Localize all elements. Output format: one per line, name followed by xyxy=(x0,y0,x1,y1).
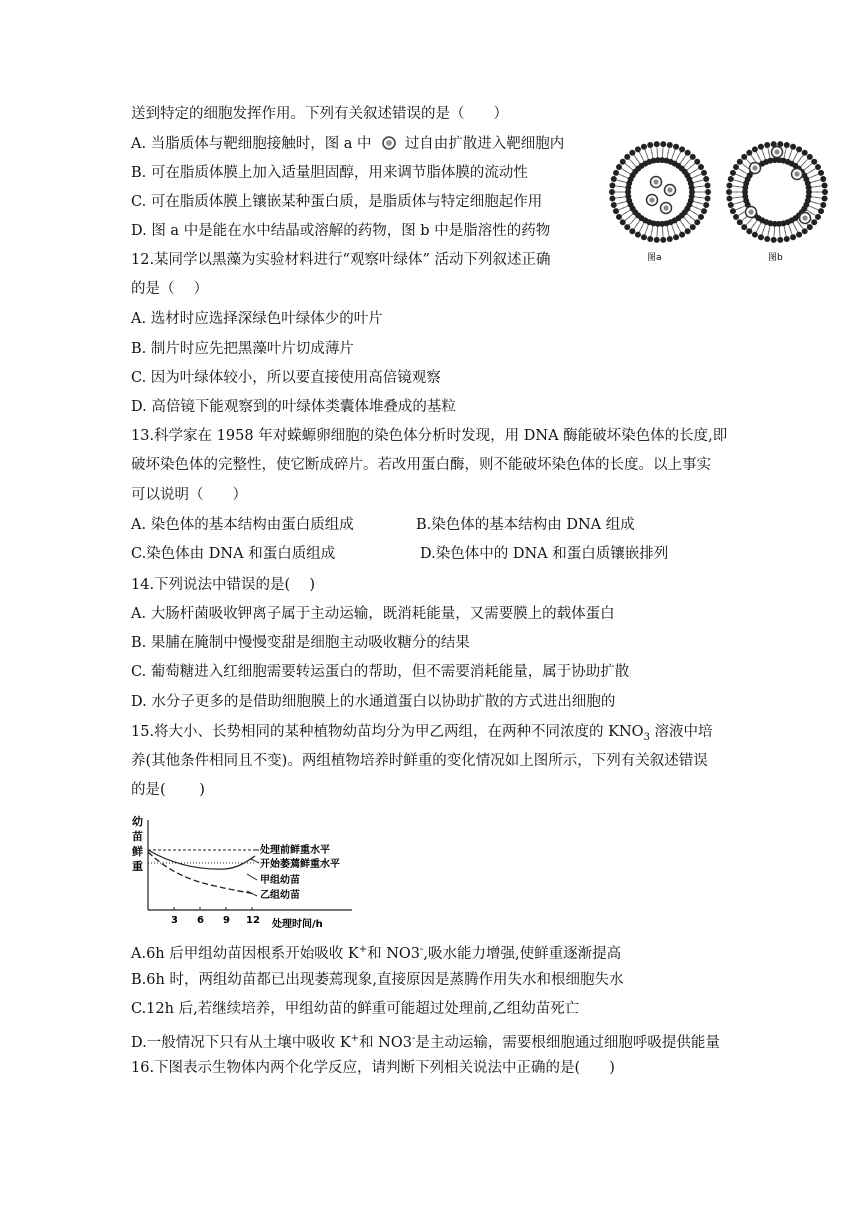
lipid-head xyxy=(822,196,828,202)
lipid-tail xyxy=(619,197,625,198)
q12-stem-1: 12.某同学以黑藻为实验材料进行“观察叶绿体” 活动下列叙述正确 xyxy=(131,252,551,268)
x-axis-label: 处理时间/h xyxy=(272,919,323,930)
lipid-head xyxy=(815,214,821,220)
q15-stem-1-post: 溶液中培 xyxy=(649,724,713,740)
lipid-head xyxy=(620,159,626,165)
q15-stem-1-pre: 15.将大小、长势相同的某种植物幼苗均分为甲乙两组，在两种不同浓度的 KNO xyxy=(131,724,644,740)
q15-option-c: C.12h 后,若继续培养，甲组幼苗的鲜重可能超过处理前,乙组幼苗死亡 xyxy=(131,1001,580,1017)
lipid-tail xyxy=(789,153,791,159)
liposome-a xyxy=(609,141,711,243)
lipid-head xyxy=(685,150,691,156)
lipid-tail xyxy=(739,176,745,178)
q14-option-c: C. 葡萄糖进入红细胞需要转运蛋白的帮助，但不需要消耗能量，属于协助扩散 xyxy=(131,664,630,680)
y-label-char: 鲜 xyxy=(132,845,143,858)
lipid-head xyxy=(698,164,704,170)
liposome-figure xyxy=(605,140,845,265)
lipid-tail xyxy=(667,226,668,232)
lipid-tail xyxy=(646,153,648,159)
lipid-head xyxy=(624,154,630,160)
lipid-tail xyxy=(680,221,683,226)
lipid-tail xyxy=(763,225,765,231)
lipid-tail xyxy=(784,226,785,232)
lipid-tail xyxy=(692,176,698,178)
lipid-tail xyxy=(667,152,668,158)
figure-label-a: 图a xyxy=(647,253,662,263)
lipid-tail xyxy=(797,159,800,164)
lipid-head xyxy=(611,202,617,208)
legend-wilt-level: 开始萎蔫鲜重水平 xyxy=(260,859,340,870)
lipid-tail xyxy=(738,201,744,203)
lipid-head xyxy=(620,219,626,225)
liposome-b xyxy=(726,141,828,243)
lipid-head xyxy=(758,144,764,150)
q13-stem-2: 破坏染色体的完整性，使它断成碎片。若改用蛋白酶，则不能破坏染色体的长度。以上事实 xyxy=(131,457,711,473)
lipid-tail xyxy=(769,152,770,158)
lipid-head xyxy=(737,159,743,165)
q11-option-a-post: 过自由扩散进入靶细胞内 xyxy=(404,136,565,152)
lipid-tail xyxy=(680,159,683,164)
lipid-tail xyxy=(625,210,630,213)
y-label-char: 重 xyxy=(132,860,143,873)
lipid-head xyxy=(694,219,700,225)
q15-option-d-3: 是主动运输，需要根细胞通过细胞呼吸提供能量 xyxy=(415,1034,720,1051)
lipid-head xyxy=(807,154,813,160)
lipid-tail xyxy=(812,186,818,187)
lipid-tail xyxy=(632,218,636,222)
lipid-tail xyxy=(793,223,796,228)
lipid-head xyxy=(685,228,691,234)
lipid-tail xyxy=(809,206,815,208)
lipid-tail xyxy=(628,214,633,218)
lipid-head xyxy=(616,164,622,170)
q15-option-d-sup2: - xyxy=(411,1033,416,1044)
lipid-tail xyxy=(692,206,698,208)
lipid-head xyxy=(641,234,647,240)
lipid-head xyxy=(811,219,817,225)
lipid-head xyxy=(796,232,802,238)
lipid-tail xyxy=(812,197,818,198)
legend-leader xyxy=(247,874,257,880)
q15-stem-1-sub: 3 xyxy=(643,731,650,743)
lipid-head xyxy=(647,236,653,242)
lipid-head xyxy=(635,232,641,238)
lipid-head xyxy=(613,208,619,214)
lipid-head xyxy=(647,142,653,148)
q11-option-b: B. 可在脂质体膜上加入适量胆固醇，用来调节脂体膜的流动性 xyxy=(131,165,528,181)
lipid-head xyxy=(730,170,736,176)
q15-option-d-sup1: + xyxy=(350,1033,360,1044)
drug-particle-icon xyxy=(380,136,398,150)
lipid-head xyxy=(752,232,758,238)
lipid-tail xyxy=(625,171,630,174)
lipid-tail xyxy=(622,176,628,178)
lipid-tail xyxy=(684,218,688,222)
lipid-head xyxy=(752,146,758,152)
legend-leader xyxy=(251,859,259,863)
drug-particle-core xyxy=(653,179,658,184)
lipid-tail xyxy=(652,226,653,232)
lipid-tail xyxy=(672,225,674,231)
q15-option-a-2: 和 NO3 xyxy=(367,945,421,962)
lipid-head xyxy=(609,182,615,188)
q15-option-a-3: ,吸水能力增强,使鲜重逐渐提高 xyxy=(423,945,622,962)
lipid-tail xyxy=(652,152,653,158)
lipid-head xyxy=(689,185,695,191)
lipid-head xyxy=(726,196,732,202)
lipid-head xyxy=(654,237,660,243)
lipid-head xyxy=(611,176,617,182)
lipid-tail xyxy=(628,166,633,170)
q11-option-a-pre: A. 当脂质体与靶细胞接触时，图 a 中 xyxy=(131,136,372,152)
q15-option-a-sup2: - xyxy=(420,944,424,955)
lipid-head xyxy=(660,141,666,147)
lipid-head xyxy=(616,214,622,220)
lipid-head xyxy=(796,146,802,152)
drug-particle-core xyxy=(774,149,779,154)
q15-option-b: B.6h 时，两组幼苗都已出现萎蔫现象,直接原因是蒸腾作用失水和根细胞失水 xyxy=(131,972,624,988)
lipid-head xyxy=(730,208,736,214)
lipid-head xyxy=(807,224,813,230)
q15-stem-1 xyxy=(131,722,713,748)
lipid-head xyxy=(667,142,673,148)
q12-option-b: B. 制片时应先把黑藻叶片切成薄片 xyxy=(131,341,354,357)
q13-stem-1: 13.科学家在 1958 年对蝾螈卵细胞的染色体分析时发现，用 DNA 酶能破坏染色体的长度,即 xyxy=(131,428,728,444)
lipid-tail xyxy=(804,166,809,170)
lipid-head xyxy=(705,182,711,188)
lipid-head xyxy=(811,159,817,165)
lipid-tail xyxy=(641,156,644,161)
q14-option-d: D. 水分子更多的是借助细胞膜上的水通道蛋白以协助扩散的方式进出细胞的 xyxy=(131,694,616,710)
legend-yi: 乙组幼苗 xyxy=(260,890,300,901)
lipid-head xyxy=(737,219,743,225)
q14-stem: 14.下列说法中错误的是( ) xyxy=(131,577,315,593)
lipid-head xyxy=(802,228,808,234)
q12-option-c: C. 因为叶绿体较小，所以要直接使用高倍镜观察 xyxy=(131,370,441,386)
lipid-head xyxy=(701,208,707,214)
lipid-head xyxy=(741,224,747,230)
q13-option-a: A. 染色体的基本结构由蛋白质组成 xyxy=(131,517,354,533)
x-tick-label: 9 xyxy=(223,915,230,926)
lipid-head xyxy=(822,189,828,195)
lipid-tail xyxy=(784,152,785,158)
q15-option-d xyxy=(131,1029,720,1053)
lipid-head xyxy=(806,185,812,191)
q14-option-b: B. 果脯在腌制中慢慢变甜是细胞主动吸收糖分的结果 xyxy=(131,635,470,651)
q11-option-d: D. 图 a 中是能在水中结晶或溶解的药物，图 b 中是脂溶性的药物 xyxy=(131,223,551,239)
lipid-head xyxy=(790,144,796,150)
lipid-tail xyxy=(672,153,674,159)
lipid-tail xyxy=(622,206,628,208)
lipid-head xyxy=(784,142,790,148)
drug-particle-core xyxy=(649,197,654,202)
lipid-tail xyxy=(621,201,627,203)
lipid-head xyxy=(690,224,696,230)
q15-stem-3: 的是( ) xyxy=(131,782,205,798)
x-tick-label: 12 xyxy=(246,915,260,926)
q12-stem-2: 的是（ ） xyxy=(131,281,209,297)
lipid-tail xyxy=(801,162,805,166)
q11-stem-end: 送到特定的细胞发挥作用。下列有关叙述错误的是（ ） xyxy=(131,106,508,122)
lipid-head xyxy=(728,202,734,208)
lipid-head xyxy=(641,144,647,150)
lipid-tail xyxy=(690,171,695,174)
fresh-weight-graph xyxy=(127,812,372,930)
lipid-tail xyxy=(811,201,817,203)
lipid-tail xyxy=(809,176,815,178)
lipid-tail xyxy=(738,181,744,183)
lipid-head xyxy=(629,228,635,234)
lipid-tail xyxy=(636,159,639,164)
lipid-head xyxy=(802,150,808,156)
lipid-tail xyxy=(621,181,627,183)
q15-option-a-sup1: + xyxy=(358,944,368,955)
figure-label-b: 图b xyxy=(768,253,783,263)
lipid-tail xyxy=(695,197,701,198)
lipid-tail xyxy=(807,171,812,174)
q16-stem: 16.下图表示生物体内两个化学反应，请判断下列相关说法中正确的是( ) xyxy=(131,1060,615,1076)
lipid-head xyxy=(660,237,666,243)
lipid-head xyxy=(818,170,824,176)
jia-curve xyxy=(148,850,255,869)
lipid-tail xyxy=(632,162,636,166)
lipid-head xyxy=(726,189,732,195)
drug-particle-core xyxy=(663,205,668,210)
lipid-head xyxy=(764,236,770,242)
lipid-head xyxy=(705,189,711,195)
lipid-tail xyxy=(811,181,817,183)
lipid-head xyxy=(703,176,709,182)
lipid-head xyxy=(667,236,673,242)
lipid-head xyxy=(741,154,747,160)
x-tick-label: 3 xyxy=(171,915,178,926)
lipid-tail xyxy=(789,225,791,231)
lipid-tail xyxy=(676,223,679,228)
lipid-head xyxy=(820,176,826,182)
q13-option-c: C.染色体由 DNA 和蛋白质组成 xyxy=(131,546,336,562)
lipid-tail xyxy=(687,166,692,170)
lipid-head xyxy=(746,150,752,156)
lipid-head xyxy=(609,189,615,195)
lipid-tail xyxy=(736,197,742,198)
lipid-head xyxy=(746,228,752,234)
q15-option-a-1: A.6h 后甲组幼苗因根系开始吸收 K xyxy=(131,945,359,962)
drug-particle-core xyxy=(752,165,757,170)
lipid-tail xyxy=(758,223,761,228)
lipid-head xyxy=(790,234,796,240)
lipid-tail xyxy=(736,186,742,187)
lipid-tail xyxy=(619,186,625,187)
legend-before-level: 处理前鲜重水平 xyxy=(260,845,330,856)
q15-option-d-2: 和 NO3 xyxy=(359,1034,412,1051)
lipid-head xyxy=(629,150,635,156)
lipid-tail xyxy=(646,225,648,231)
y-label-char: 苗 xyxy=(132,830,143,843)
q13-option-b: B.染色体的基本结构由 DNA 组成 xyxy=(416,517,635,533)
q11-option-a xyxy=(131,134,564,154)
drug-particle-core xyxy=(748,209,753,214)
lipid-head xyxy=(764,142,770,148)
drug-particle-core xyxy=(667,187,672,192)
lipid-tail xyxy=(742,171,747,174)
q15-stem-2: 养(其他条件相同且不变)。两组植物培养时鲜重的变化情况如上图所示，下列有关叙述错误 xyxy=(131,753,708,769)
lipid-tail xyxy=(695,186,701,187)
lipid-head xyxy=(609,196,615,202)
lipid-head xyxy=(690,154,696,160)
q11-option-c: C. 可在脂质体膜上镶嵌某种蛋白质，是脂质体与特定细胞起作用 xyxy=(131,194,543,210)
lipid-tail xyxy=(636,221,639,226)
lipid-head xyxy=(654,141,660,147)
lipid-head xyxy=(777,237,783,243)
lipid-tail xyxy=(676,156,679,161)
drug-particle-core xyxy=(794,171,799,176)
lipid-head xyxy=(613,170,619,176)
lipid-tail xyxy=(694,201,700,203)
lipid-head xyxy=(679,146,685,152)
legend-jia: 甲组幼苗 xyxy=(260,875,300,886)
lipid-head xyxy=(784,236,790,242)
lipid-tail xyxy=(739,206,745,208)
drug-particle-core xyxy=(802,215,807,220)
lipid-head xyxy=(673,234,679,240)
q13-stem-3: 可以说明（ ） xyxy=(131,487,247,503)
lipid-head xyxy=(701,170,707,176)
lipid-tail xyxy=(690,210,695,213)
lipid-head xyxy=(705,196,711,202)
q12-option-d: D. 高倍镜下能观察到的叶绿体类囊体堆叠成的基粒 xyxy=(131,399,456,415)
lipid-tail xyxy=(763,153,765,159)
lipid-head xyxy=(703,202,709,208)
lipid-tail xyxy=(641,223,644,228)
lipid-tail xyxy=(684,162,688,166)
lipid-head xyxy=(733,164,739,170)
q14-option-a: A. 大肠杆菌吸收钾离子属于主动运输，既消耗能量，又需要膜上的载体蛋白 xyxy=(131,606,615,622)
q12-option-a: A. 选材时应选择深绿色叶绿体少的叶片 xyxy=(131,311,383,327)
lipid-tail xyxy=(793,156,796,161)
y-label-char: 幼 xyxy=(132,815,143,828)
q15-option-a xyxy=(131,940,621,964)
lipid-head xyxy=(728,176,734,182)
lipid-tail xyxy=(753,221,756,226)
lipid-tail xyxy=(694,181,700,183)
lipid-head xyxy=(758,234,764,240)
lipid-tail xyxy=(758,156,761,161)
lipid-head xyxy=(694,159,700,165)
q13-option-d: D.染色体中的 DNA 和蛋白质镶嵌排列 xyxy=(420,546,669,562)
lipid-head xyxy=(820,202,826,208)
lipid-tail xyxy=(769,226,770,232)
lipid-head xyxy=(818,208,824,214)
lipid-head xyxy=(635,146,641,152)
lipid-head xyxy=(698,214,704,220)
lipid-head xyxy=(624,224,630,230)
q15-option-d-1: D.一般情况下只有从土壤中吸收 K xyxy=(131,1034,351,1051)
lipid-head xyxy=(822,182,828,188)
lipid-tail xyxy=(687,214,692,218)
lipid-head xyxy=(679,232,685,238)
lipid-head xyxy=(673,144,679,150)
x-tick-label: 6 xyxy=(197,915,204,926)
lipid-head xyxy=(815,164,821,170)
lipid-head xyxy=(726,182,732,188)
legend-leader xyxy=(247,891,257,896)
lipid-head xyxy=(771,237,777,243)
lipid-head xyxy=(733,214,739,220)
